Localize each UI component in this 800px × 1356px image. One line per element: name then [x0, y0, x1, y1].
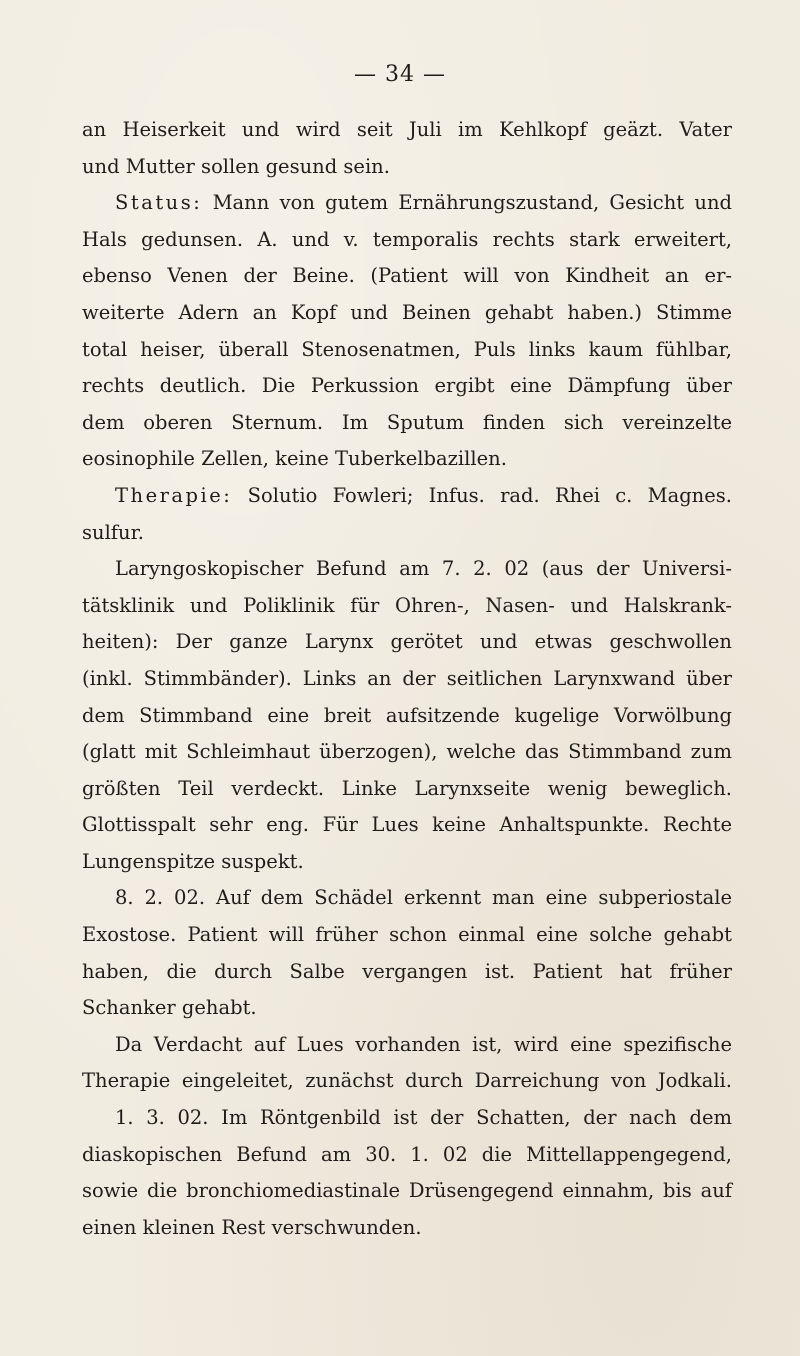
text-line: einen kleinen Rest verschwunden. — [82, 1215, 422, 1239]
text-line — [82, 185, 732, 222]
text-line: total heiser, überall Stenosenatmen, Puls links kaum fühlbar, — [82, 337, 732, 361]
text-line: Lungenspitze suspekt. — [82, 849, 304, 873]
text-line: Hals gedunsen. A. und v. temporalis rechts stark erweitert, — [82, 227, 732, 251]
text-line: sowie die bronchiomediastinale Drüsengegend einnahm, bis auf — [82, 1179, 732, 1203]
text-line: 8. 2. 02. Auf dem Schädel erkennt man eine subperiostale — [115, 886, 732, 910]
text-line: tätsklinik und Poliklinik für Ohren-, Nasen- und Halskrank- — [82, 593, 732, 617]
text-line: diaskopischen Befund am 30. 1. 02 die Mittellappengegend, — [82, 1142, 732, 1166]
page-number: — 34 — — [354, 62, 446, 87]
status-label: Status: — [115, 191, 203, 215]
text-line: rechts deutlich. Die Perkussion ergibt eine Dämpfung über — [82, 374, 732, 398]
text-line — [82, 478, 732, 515]
text-line: dem oberen Sternum. Im Sputum finden sich vereinzelte — [82, 410, 732, 434]
text-line: (glatt mit Schleimhaut überzogen), welche das Stimmband zum — [82, 740, 732, 764]
text-line: Glottisspalt sehr eng. Für Lues keine Anhaltspunkte. Rechte — [82, 813, 732, 837]
text-line: an Heiserkeit und wird seit Juli im Kehlkopf geäzt. Vater — [82, 118, 732, 141]
text-line: heiten): Der ganze Larynx gerötet und etwas geschwollen — [82, 630, 732, 654]
text-line: ebenso Venen der Beine. (Patient will von Kindheit an er- — [82, 264, 732, 288]
text-line: Da Verdacht auf Lues vorhanden ist, wird eine spezifische — [115, 1032, 732, 1056]
text-line: weiterte Adern an Kopf und Beinen gehabt haben.) Stimme — [82, 300, 732, 324]
text-line: dem Stimmband eine breit aufsitzende kugelige Vorwölbung — [82, 703, 732, 727]
body-text — [82, 112, 732, 1246]
text-line: größten Teil verdeckt. Linke Larynxseite wenig beweglich. — [82, 776, 732, 800]
text-line: eosinophile Zellen, keine Tuberkelbazillen. — [82, 447, 507, 471]
text-line: Laryngoskopischer Befund am 7. 2. 02 (aus der Universi- — [115, 557, 732, 581]
text-line: Therapie eingeleitet, zunächst durch Darreichung von Jodkali. — [82, 1069, 732, 1093]
text-line: Schanker gehabt. — [82, 996, 257, 1020]
text-line: 1. 3. 02. Im Röntgenbild ist der Schatten, der nach dem — [115, 1106, 732, 1130]
text-line: sulfur. — [82, 520, 144, 544]
text-line-content: Mann von gutem Ernährungszustand, Gesicht und — [202, 191, 732, 215]
text-line: und Mutter sollen gesund sein. — [82, 154, 390, 178]
text-line: Exostose. Patient will früher schon einmal eine solche gehabt — [82, 923, 732, 947]
therapie-label: Therapie: — [115, 483, 233, 507]
text-line: haben, die durch Salbe vergangen ist. Patient hat früher — [82, 959, 732, 983]
text-line: (inkl. Stimmbänder). Links an der seitlichen Larynxwand über — [82, 666, 732, 690]
text-line-content: Solutio Fowleri; Infus. rad. Rhei c. Magnes. — [232, 483, 732, 507]
